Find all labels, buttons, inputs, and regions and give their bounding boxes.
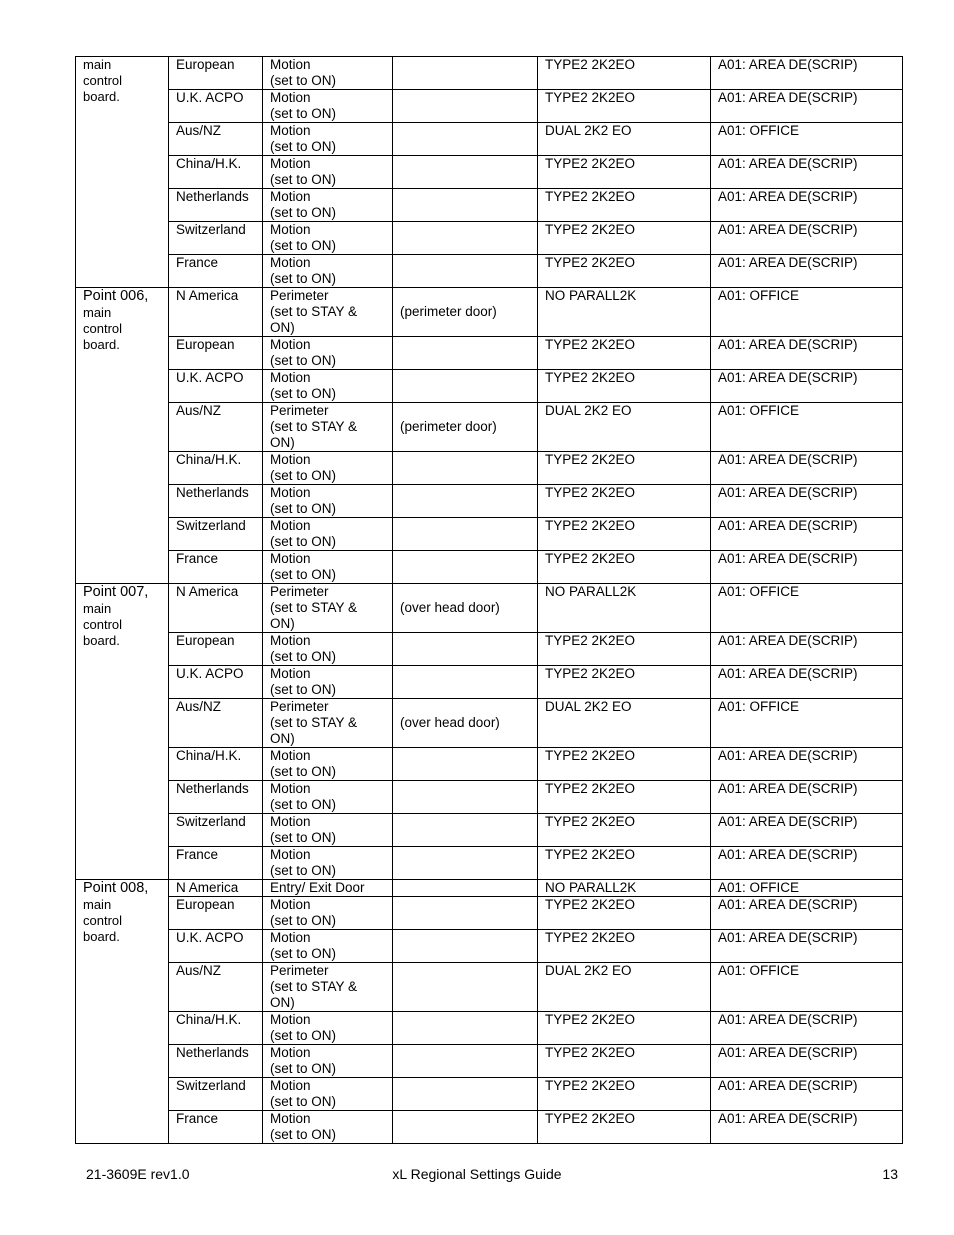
- location-cell: [393, 551, 538, 584]
- table-row: [76, 930, 903, 963]
- area-cell: A01: AREA DE(SCRIP): [711, 897, 903, 930]
- area-cell: A01: AREA DE(SCRIP): [711, 847, 903, 880]
- circuit-cell: TYPE2 2K2EO: [538, 518, 711, 551]
- location-cell: [393, 880, 538, 897]
- area-cell: A01: AREA DE(SCRIP): [711, 814, 903, 847]
- area-cell: A01: AREA DE(SCRIP): [711, 337, 903, 370]
- zone-type-cell: Motion (set to ON): [263, 156, 393, 189]
- circuit-cell: TYPE2 2K2EO: [538, 57, 711, 90]
- zone-type-cell: Motion (set to ON): [263, 666, 393, 699]
- circuit-cell: TYPE2 2K2EO: [538, 666, 711, 699]
- region-cell: China/H.K.: [169, 156, 263, 189]
- area-cell: A01: OFFICE: [711, 963, 903, 1012]
- zone-type-cell: Motion (set to ON): [263, 814, 393, 847]
- area-cell: A01: OFFICE: [711, 584, 903, 633]
- circuit-cell: TYPE2 2K2EO: [538, 222, 711, 255]
- zone-type-cell: Entry/ Exit Door: [263, 880, 393, 897]
- table-row: [76, 1012, 903, 1045]
- region-cell: Switzerland: [169, 814, 263, 847]
- circuit-cell: TYPE2 2K2EO: [538, 156, 711, 189]
- circuit-cell: DUAL 2K2 EO: [538, 963, 711, 1012]
- circuit-cell: TYPE2 2K2EO: [538, 748, 711, 781]
- region-cell: Netherlands: [169, 485, 263, 518]
- area-cell: A01: AREA DE(SCRIP): [711, 551, 903, 584]
- circuit-cell: TYPE2 2K2EO: [538, 633, 711, 666]
- zone-type-cell: Motion (set to ON): [263, 57, 393, 90]
- footer-document-id: 21-3609E rev1.0: [86, 1166, 190, 1182]
- location-cell: (over head door): [393, 584, 538, 633]
- zone-type-cell: Motion (set to ON): [263, 1012, 393, 1045]
- point-cell: [76, 584, 169, 880]
- area-cell: A01: OFFICE: [711, 288, 903, 337]
- circuit-cell: TYPE2 2K2EO: [538, 781, 711, 814]
- location-cell: [393, 814, 538, 847]
- area-cell: A01: AREA DE(SCRIP): [711, 156, 903, 189]
- location-cell: [393, 57, 538, 90]
- point-description: main control board.: [83, 601, 123, 648]
- point-cell: [76, 880, 169, 1144]
- location-cell: [393, 485, 538, 518]
- table-row: [76, 90, 903, 123]
- circuit-cell: TYPE2 2K2EO: [538, 189, 711, 222]
- location-cell: (over head door): [393, 699, 538, 748]
- area-cell: A01: AREA DE(SCRIP): [711, 1045, 903, 1078]
- circuit-cell: TYPE2 2K2EO: [538, 255, 711, 288]
- region-cell: European: [169, 57, 263, 90]
- location-cell: [393, 156, 538, 189]
- location-cell: [393, 1012, 538, 1045]
- location-cell: [393, 1078, 538, 1111]
- circuit-cell: TYPE2 2K2EO: [538, 485, 711, 518]
- region-cell: N America: [169, 880, 263, 897]
- region-cell: U.K. ACPO: [169, 90, 263, 123]
- zone-type-cell: Motion (set to ON): [263, 1111, 393, 1144]
- table-row: [76, 189, 903, 222]
- point-label: Point 008,: [83, 880, 149, 896]
- area-cell: A01: AREA DE(SCRIP): [711, 255, 903, 288]
- table-row: [76, 255, 903, 288]
- circuit-cell: TYPE2 2K2EO: [538, 1078, 711, 1111]
- table-row: [76, 403, 903, 452]
- circuit-cell: TYPE2 2K2EO: [538, 551, 711, 584]
- region-cell: Switzerland: [169, 518, 263, 551]
- zone-type-cell: Motion (set to ON): [263, 930, 393, 963]
- zone-type-cell: Motion (set to ON): [263, 1045, 393, 1078]
- table-row: [76, 633, 903, 666]
- zone-type-cell: Perimeter (set to STAY & ON): [263, 699, 393, 748]
- region-cell: U.K. ACPO: [169, 666, 263, 699]
- location-cell: [393, 452, 538, 485]
- circuit-cell: TYPE2 2K2EO: [538, 370, 711, 403]
- table-row: [76, 485, 903, 518]
- table-row: [76, 337, 903, 370]
- zone-type-cell: Perimeter (set to STAY & ON): [263, 403, 393, 452]
- region-cell: Netherlands: [169, 781, 263, 814]
- location-cell: [393, 847, 538, 880]
- area-cell: A01: AREA DE(SCRIP): [711, 930, 903, 963]
- region-cell: France: [169, 1111, 263, 1144]
- region-cell: China/H.K.: [169, 1012, 263, 1045]
- table-row: [76, 847, 903, 880]
- location-cell: [393, 222, 538, 255]
- circuit-cell: TYPE2 2K2EO: [538, 814, 711, 847]
- region-cell: Aus/NZ: [169, 403, 263, 452]
- table-row: [76, 57, 903, 90]
- area-cell: A01: AREA DE(SCRIP): [711, 189, 903, 222]
- footer-title: xL Regional Settings Guide: [392, 1166, 562, 1182]
- area-cell: A01: AREA DE(SCRIP): [711, 1012, 903, 1045]
- region-cell: Aus/NZ: [169, 963, 263, 1012]
- zone-type-cell: Motion (set to ON): [263, 485, 393, 518]
- location-cell: [393, 518, 538, 551]
- zone-type-cell: Motion (set to ON): [263, 123, 393, 156]
- circuit-cell: TYPE2 2K2EO: [538, 1012, 711, 1045]
- point-label: Point 006,: [83, 288, 149, 304]
- zone-type-cell: Motion (set to ON): [263, 370, 393, 403]
- region-cell: Switzerland: [169, 222, 263, 255]
- region-cell: France: [169, 847, 263, 880]
- circuit-cell: TYPE2 2K2EO: [538, 90, 711, 123]
- location-cell: [393, 337, 538, 370]
- location-cell: [393, 1111, 538, 1144]
- circuit-cell: TYPE2 2K2EO: [538, 1111, 711, 1144]
- point-description: main control board.: [83, 305, 123, 352]
- table-row: [76, 551, 903, 584]
- zone-type-cell: Perimeter (set to STAY & ON): [263, 288, 393, 337]
- region-cell: China/H.K.: [169, 748, 263, 781]
- area-cell: A01: AREA DE(SCRIP): [711, 666, 903, 699]
- table-row: [76, 666, 903, 699]
- circuit-cell: TYPE2 2K2EO: [538, 847, 711, 880]
- location-cell: [393, 370, 538, 403]
- region-cell: N America: [169, 288, 263, 337]
- zone-type-cell: Motion (set to ON): [263, 189, 393, 222]
- location-cell: (perimeter door): [393, 288, 538, 337]
- location-cell: [393, 897, 538, 930]
- table-row: [76, 452, 903, 485]
- zone-type-cell: Motion (set to ON): [263, 90, 393, 123]
- table-row: [76, 897, 903, 930]
- table-row: [76, 880, 903, 897]
- zone-type-cell: Motion (set to ON): [263, 781, 393, 814]
- point-description: main control board.: [83, 897, 123, 944]
- area-cell: A01: OFFICE: [711, 880, 903, 897]
- location-cell: (perimeter door): [393, 403, 538, 452]
- table-row: [76, 584, 903, 633]
- region-cell: Netherlands: [169, 1045, 263, 1078]
- point-cell: [76, 288, 169, 584]
- area-cell: A01: AREA DE(SCRIP): [711, 485, 903, 518]
- zone-type-cell: Motion (set to ON): [263, 633, 393, 666]
- region-cell: China/H.K.: [169, 452, 263, 485]
- region-cell: European: [169, 897, 263, 930]
- point-description: main control board.: [83, 57, 123, 104]
- location-cell: [393, 1045, 538, 1078]
- table-row: [76, 156, 903, 189]
- area-cell: A01: AREA DE(SCRIP): [711, 370, 903, 403]
- location-cell: [393, 781, 538, 814]
- regional-settings-table: [75, 56, 903, 1144]
- table-row: [76, 222, 903, 255]
- zone-type-cell: Motion (set to ON): [263, 748, 393, 781]
- zone-type-cell: Perimeter (set to STAY & ON): [263, 963, 393, 1012]
- page-number: 13: [882, 1166, 898, 1182]
- area-cell: A01: AREA DE(SCRIP): [711, 518, 903, 551]
- table-row: [76, 781, 903, 814]
- table-row: [76, 370, 903, 403]
- area-cell: A01: OFFICE: [711, 699, 903, 748]
- circuit-cell: DUAL 2K2 EO: [538, 699, 711, 748]
- circuit-cell: TYPE2 2K2EO: [538, 897, 711, 930]
- circuit-cell: NO PARALL2K: [538, 880, 711, 897]
- circuit-cell: TYPE2 2K2EO: [538, 337, 711, 370]
- area-cell: A01: AREA DE(SCRIP): [711, 222, 903, 255]
- area-cell: A01: AREA DE(SCRIP): [711, 90, 903, 123]
- zone-type-cell: Motion (set to ON): [263, 337, 393, 370]
- circuit-cell: DUAL 2K2 EO: [538, 123, 711, 156]
- area-cell: A01: AREA DE(SCRIP): [711, 748, 903, 781]
- location-cell: [393, 963, 538, 1012]
- region-cell: Switzerland: [169, 1078, 263, 1111]
- zone-type-cell: Motion (set to ON): [263, 222, 393, 255]
- area-cell: A01: AREA DE(SCRIP): [711, 781, 903, 814]
- table-row: [76, 748, 903, 781]
- area-cell: A01: OFFICE: [711, 123, 903, 156]
- table-row: [76, 699, 903, 748]
- location-cell: [393, 189, 538, 222]
- circuit-cell: NO PARALL2K: [538, 288, 711, 337]
- zone-type-cell: Motion (set to ON): [263, 897, 393, 930]
- region-cell: France: [169, 255, 263, 288]
- circuit-cell: TYPE2 2K2EO: [538, 452, 711, 485]
- region-cell: N America: [169, 584, 263, 633]
- table-row: [76, 1111, 903, 1144]
- area-cell: A01: AREA DE(SCRIP): [711, 1111, 903, 1144]
- area-cell: A01: AREA DE(SCRIP): [711, 452, 903, 485]
- region-cell: U.K. ACPO: [169, 370, 263, 403]
- region-cell: Aus/NZ: [169, 699, 263, 748]
- location-cell: [393, 255, 538, 288]
- region-cell: European: [169, 337, 263, 370]
- area-cell: A01: OFFICE: [711, 403, 903, 452]
- location-cell: [393, 123, 538, 156]
- table-row: [76, 518, 903, 551]
- table-row: [76, 814, 903, 847]
- point-cell: [76, 57, 169, 288]
- location-cell: [393, 633, 538, 666]
- table-row: [76, 963, 903, 1012]
- location-cell: [393, 666, 538, 699]
- location-cell: [393, 90, 538, 123]
- region-cell: Netherlands: [169, 189, 263, 222]
- area-cell: A01: AREA DE(SCRIP): [711, 57, 903, 90]
- circuit-cell: NO PARALL2K: [538, 584, 711, 633]
- table-row: [76, 123, 903, 156]
- circuit-cell: TYPE2 2K2EO: [538, 930, 711, 963]
- table-row: [76, 1078, 903, 1111]
- region-cell: France: [169, 551, 263, 584]
- circuit-cell: DUAL 2K2 EO: [538, 403, 711, 452]
- zone-type-cell: Motion (set to ON): [263, 452, 393, 485]
- zone-type-cell: Perimeter (set to STAY & ON): [263, 584, 393, 633]
- table-row: [76, 1045, 903, 1078]
- region-cell: U.K. ACPO: [169, 930, 263, 963]
- region-cell: Aus/NZ: [169, 123, 263, 156]
- region-cell: European: [169, 633, 263, 666]
- table-row: [76, 288, 903, 337]
- zone-type-cell: Motion (set to ON): [263, 1078, 393, 1111]
- circuit-cell: TYPE2 2K2EO: [538, 1045, 711, 1078]
- zone-type-cell: Motion (set to ON): [263, 847, 393, 880]
- area-cell: A01: AREA DE(SCRIP): [711, 1078, 903, 1111]
- location-cell: [393, 748, 538, 781]
- zone-type-cell: Motion (set to ON): [263, 518, 393, 551]
- point-label: Point 007,: [83, 584, 149, 600]
- zone-type-cell: Motion (set to ON): [263, 255, 393, 288]
- area-cell: A01: AREA DE(SCRIP): [711, 633, 903, 666]
- zone-type-cell: Motion (set to ON): [263, 551, 393, 584]
- location-cell: [393, 930, 538, 963]
